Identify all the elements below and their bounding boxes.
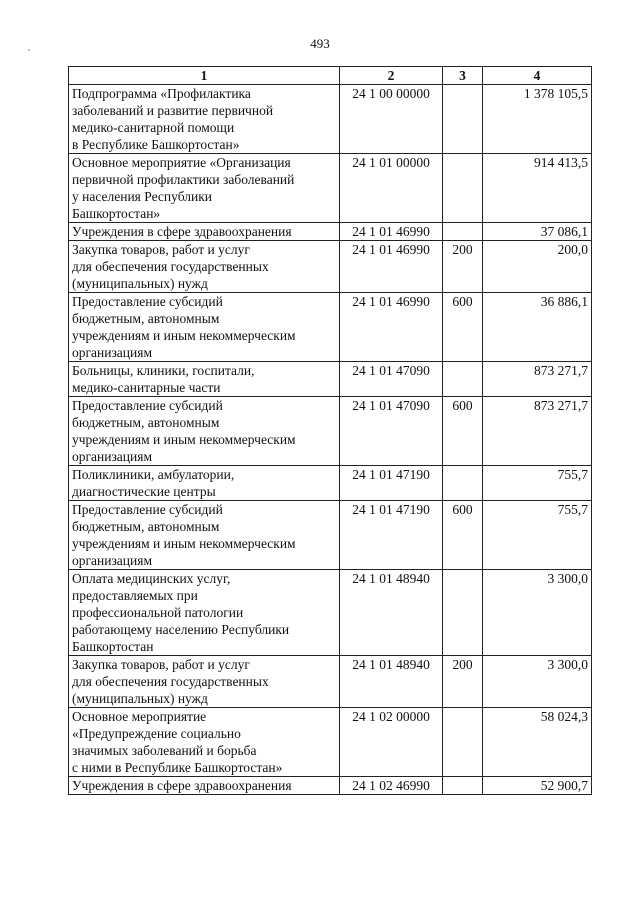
row-name: Закупка товаров, работ и услуг для обеспечения государственных (муниципальных) нужд — [69, 241, 340, 293]
header-col-3: 3 — [443, 67, 483, 85]
row-amount: 914 413,5 — [483, 154, 592, 223]
table-row — [69, 501, 592, 570]
row-code: 24 1 02 00000 — [340, 708, 443, 777]
row-name: Оплата медицинских услуг, предоставляемых при профессиональной патологии работающему населению Республики Башкортостан — [69, 570, 340, 656]
row-amount: 873 271,7 — [483, 397, 592, 466]
header-col-4: 4 — [483, 67, 592, 85]
table-row — [69, 223, 592, 241]
row-amount: 52 900,7 — [483, 777, 592, 795]
row-expense-type — [443, 362, 483, 397]
row-name: Учреждения в сфере здравоохранения — [69, 223, 340, 241]
row-expense-type — [443, 570, 483, 656]
row-name: Предоставление субсидий бюджетным, автономным учреждениям и иным некоммерческим организациям — [69, 501, 340, 570]
row-amount: 58 024,3 — [483, 708, 592, 777]
row-code: 24 1 01 46990 — [340, 241, 443, 293]
row-name: Предоставление субсидий бюджетным, автономным учреждениям и иным некоммерческим организациям — [69, 397, 340, 466]
table-row — [69, 656, 592, 708]
row-amount: 873 271,7 — [483, 362, 592, 397]
row-amount: 1 378 105,5 — [483, 85, 592, 154]
row-expense-type: 200 — [443, 241, 483, 293]
table-row — [69, 708, 592, 777]
row-code: 24 1 01 00000 — [340, 154, 443, 223]
table-row — [69, 85, 592, 154]
table-row — [69, 777, 592, 795]
row-amount: 37 086,1 — [483, 223, 592, 241]
row-expense-type: 600 — [443, 397, 483, 466]
row-expense-type — [443, 777, 483, 795]
row-code: 24 1 01 46990 — [340, 223, 443, 241]
row-code: 24 1 01 47090 — [340, 397, 443, 466]
row-amount: 3 300,0 — [483, 570, 592, 656]
row-amount: 36 886,1 — [483, 293, 592, 362]
row-code: 24 1 01 46990 — [340, 293, 443, 362]
row-expense-type — [443, 466, 483, 501]
row-expense-type: 600 — [443, 501, 483, 570]
budget-table — [68, 66, 592, 795]
row-name: Учреждения в сфере здравоохранения — [69, 777, 340, 795]
row-expense-type — [443, 223, 483, 241]
row-amount: 755,7 — [483, 466, 592, 501]
row-name: Больницы, клиники, госпитали, медико-санитарные части — [69, 362, 340, 397]
row-expense-type: 200 — [443, 656, 483, 708]
row-name: Поликлиники, амбулатории, диагностические центры — [69, 466, 340, 501]
row-code: 24 1 02 46990 — [340, 777, 443, 795]
row-expense-type — [443, 708, 483, 777]
row-code: 24 1 00 00000 — [340, 85, 443, 154]
row-name: Закупка товаров, работ и услуг для обеспечения государственных (муниципальных) нужд — [69, 656, 340, 708]
row-amount: 200,0 — [483, 241, 592, 293]
header-col-2: 2 — [340, 67, 443, 85]
table-row — [69, 293, 592, 362]
row-expense-type — [443, 85, 483, 154]
table-row — [69, 362, 592, 397]
margin-mark: , — [28, 43, 30, 52]
row-expense-type — [443, 154, 483, 223]
row-code: 24 1 01 48940 — [340, 656, 443, 708]
row-amount: 755,7 — [483, 501, 592, 570]
row-code: 24 1 01 47090 — [340, 362, 443, 397]
row-expense-type: 600 — [443, 293, 483, 362]
row-code: 24 1 01 47190 — [340, 466, 443, 501]
table-row — [69, 397, 592, 466]
page-number: 493 — [310, 36, 330, 51]
row-code: 24 1 01 48940 — [340, 570, 443, 656]
table-row — [69, 466, 592, 501]
row-name: Подпрограмма «Профилактика заболеваний и развитие первичной медико-санитарной помощи в Республике Башкортостан» — [69, 85, 340, 154]
row-name: Основное мероприятие «Предупреждение социально значимых заболеваний и борьба с ними в Республике Башкортостан» — [69, 708, 340, 777]
row-amount: 3 300,0 — [483, 656, 592, 708]
table-header-row — [69, 67, 592, 85]
row-name: Основное мероприятие «Организация первичной профилактики заболеваний у населения Республики Башкортостан» — [69, 154, 340, 223]
table-row — [69, 241, 592, 293]
table-row — [69, 154, 592, 223]
header-col-1: 1 — [69, 67, 340, 85]
row-code: 24 1 01 47190 — [340, 501, 443, 570]
row-name: Предоставление субсидий бюджетным, автономным учреждениям и иным некоммерческим организациям — [69, 293, 340, 362]
table-row — [69, 570, 592, 656]
